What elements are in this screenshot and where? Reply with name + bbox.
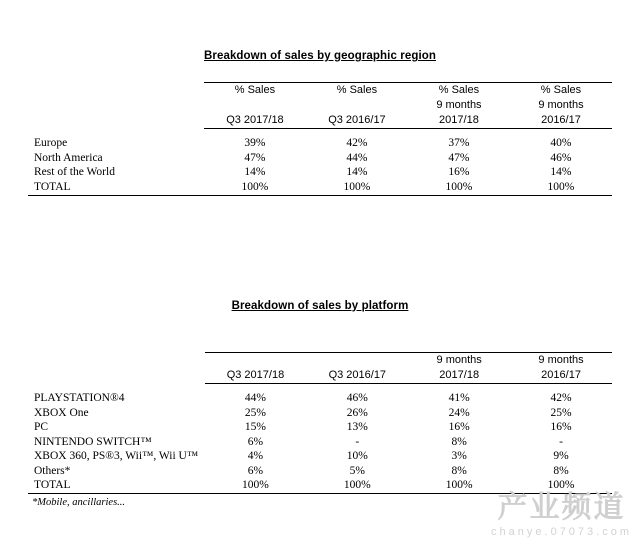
cell-xboxone-9m-2017-18: 24%	[448, 406, 470, 419]
header-blank-cell-3	[28, 113, 204, 129]
row-label-europe: Europe	[34, 137, 68, 149]
watermark-sub-text: chanye.07073.com	[491, 526, 632, 538]
table-spacer	[28, 129, 612, 137]
table-row	[28, 420, 612, 435]
header-period-bottom-3: 2017/18	[408, 113, 510, 129]
cell-others-q3-2016-17: 5%	[349, 464, 365, 477]
platform-header-bottom-1: Q3 2017/18	[205, 368, 307, 384]
platform-header-blank-2	[28, 368, 205, 384]
platform-header-top-2	[306, 353, 408, 369]
header-period-top-1	[204, 98, 306, 113]
footnote-text: *Mobile, ancillaries...	[32, 497, 126, 508]
watermark-main-text: 产业频道	[497, 491, 626, 524]
platform-header-bottom-4: 2016/17	[510, 368, 612, 384]
platform-header-bottom-3: 2017/18	[408, 368, 510, 384]
row-label-pc: PC	[34, 421, 49, 433]
cell-ps4-q3-2017-18: 44%	[244, 392, 266, 404]
header-pct-sales-3: % Sales	[408, 83, 510, 99]
table-row	[28, 449, 612, 464]
cell-xboxone-q3-2017-18: 25%	[244, 406, 266, 419]
table-total-row	[28, 478, 612, 494]
platform-header-row-1	[28, 353, 612, 369]
cell-rest-of-world-9m-2016-17: 14%	[550, 166, 572, 178]
cell-total-platform-q3-2017-18: 100%	[205, 478, 307, 494]
cell-rest-of-world-9m-2017-18: 16%	[448, 166, 470, 178]
header-pct-sales-2: % Sales	[306, 83, 408, 99]
header-period-top-3: 9 months	[436, 99, 482, 111]
cell-legacy-9m-2017-18: 3%	[451, 450, 467, 462]
table-row	[28, 435, 612, 450]
table-header-row-3	[28, 113, 612, 129]
cell-north-america-q3-2016-17: 44%	[346, 151, 368, 164]
table-row	[28, 391, 612, 406]
cell-legacy-q3-2017-18: 4%	[247, 450, 264, 462]
row-label-rest-of-world: Rest of the World	[34, 166, 115, 178]
row-label-nintendo-switch: NINTENDO SWITCH™	[34, 435, 152, 448]
header-pct-sales-4: % Sales	[510, 83, 612, 99]
cell-total-region-9m-2016-17: 100%	[510, 180, 612, 196]
cell-pc-q3-2016-17: 13%	[346, 421, 368, 433]
row-label-north-america: North America	[34, 151, 103, 164]
header-blank-cell	[28, 83, 204, 99]
table-row	[28, 136, 612, 151]
platform-header-top-1	[205, 353, 307, 369]
table-row	[28, 151, 612, 166]
watermark	[491, 491, 632, 539]
platform-header-blank	[28, 353, 205, 369]
cell-pc-q3-2017-18: 15%	[244, 421, 266, 433]
cell-pc-9m-2016-17: 16%	[550, 421, 572, 433]
cell-switch-q3-2017-18: 6%	[247, 435, 264, 448]
cell-europe-q3-2016-17: 42%	[346, 137, 368, 149]
cell-ps4-q3-2016-17: 46%	[346, 392, 368, 404]
cell-north-america-9m-2016-17: 46%	[550, 151, 572, 164]
table-header-row-2	[28, 98, 612, 113]
table-header-row-1	[28, 83, 612, 99]
cell-ps4-9m-2017-18: 41%	[448, 392, 470, 404]
platform-header-bottom-2: Q3 2016/17	[306, 368, 408, 384]
cell-legacy-9m-2016-17: 9%	[553, 450, 569, 462]
header-period-top-4: 9 months	[538, 99, 584, 111]
cell-others-q3-2017-18: 6%	[247, 464, 264, 477]
cell-rest-of-world-q3-2017-18: 14%	[244, 166, 266, 178]
table-total-row	[28, 180, 612, 196]
cell-north-america-q3-2017-18: 47%	[244, 151, 266, 164]
cell-switch-q3-2016-17: -	[355, 435, 360, 448]
header-period-top-2	[306, 98, 408, 113]
table-row	[28, 464, 612, 479]
cell-europe-9m-2017-18: 37%	[448, 137, 470, 149]
cell-switch-9m-2017-18: 8%	[451, 435, 467, 448]
cell-xboxone-q3-2016-17: 26%	[346, 406, 368, 419]
cell-pc-9m-2017-18: 16%	[448, 421, 470, 433]
row-label-others: Others*	[34, 464, 71, 477]
cell-total-region-q3-2017-18: 100%	[204, 180, 306, 196]
row-label-playstation-4: PLAYSTATION®4	[34, 392, 125, 404]
platform-header-top-3: 9 months	[408, 353, 510, 369]
header-period-bottom-2: Q3 2016/17	[306, 113, 408, 129]
row-label-legacy-consoles: XBOX 360, PS®3, Wii™, Wii U™	[34, 450, 199, 462]
cell-rest-of-world-q3-2016-17: 14%	[346, 166, 368, 178]
row-label-total-platform: TOTAL	[28, 478, 205, 494]
cell-europe-9m-2016-17: 40%	[550, 137, 572, 149]
cell-others-9m-2017-18: 8%	[451, 464, 467, 477]
header-period-bottom-4: 2016/17	[510, 113, 612, 129]
table-sales-by-platform	[28, 352, 612, 494]
platform-spacer	[28, 384, 612, 392]
cell-switch-9m-2016-17: -	[559, 435, 563, 448]
table-row	[28, 165, 612, 180]
section-title-platform: Breakdown of sales by platform	[231, 300, 409, 312]
row-label-total-region: TOTAL	[28, 180, 204, 196]
row-label-xbox-one: XBOX One	[34, 406, 89, 419]
cell-north-america-9m-2017-18: 47%	[448, 151, 470, 164]
section-title-region: Breakdown of sales by geographic region	[203, 50, 437, 62]
header-period-bottom-1: Q3 2017/18	[204, 113, 306, 129]
cell-ps4-9m-2016-17: 42%	[550, 392, 572, 404]
cell-total-region-9m-2017-18: 100%	[408, 180, 510, 196]
header-blank-cell-2	[28, 98, 204, 113]
cell-xboxone-9m-2016-17: 25%	[550, 406, 572, 419]
table-row	[28, 406, 612, 421]
cell-total-platform-9m-2016-17: 100%	[510, 478, 612, 494]
header-pct-sales-1: % Sales	[204, 83, 306, 99]
platform-header-row-2	[28, 368, 612, 384]
cell-total-region-q3-2016-17: 100%	[306, 180, 408, 196]
cell-europe-q3-2017-18: 39%	[244, 137, 266, 149]
platform-header-top-4: 9 months	[510, 353, 612, 369]
cell-others-9m-2016-17: 8%	[553, 464, 569, 477]
cell-legacy-q3-2016-17: 10%	[346, 450, 368, 462]
cell-total-platform-q3-2016-17: 100%	[306, 478, 408, 494]
table-sales-by-region	[28, 82, 612, 196]
cell-total-platform-9m-2017-18: 100%	[408, 478, 510, 494]
